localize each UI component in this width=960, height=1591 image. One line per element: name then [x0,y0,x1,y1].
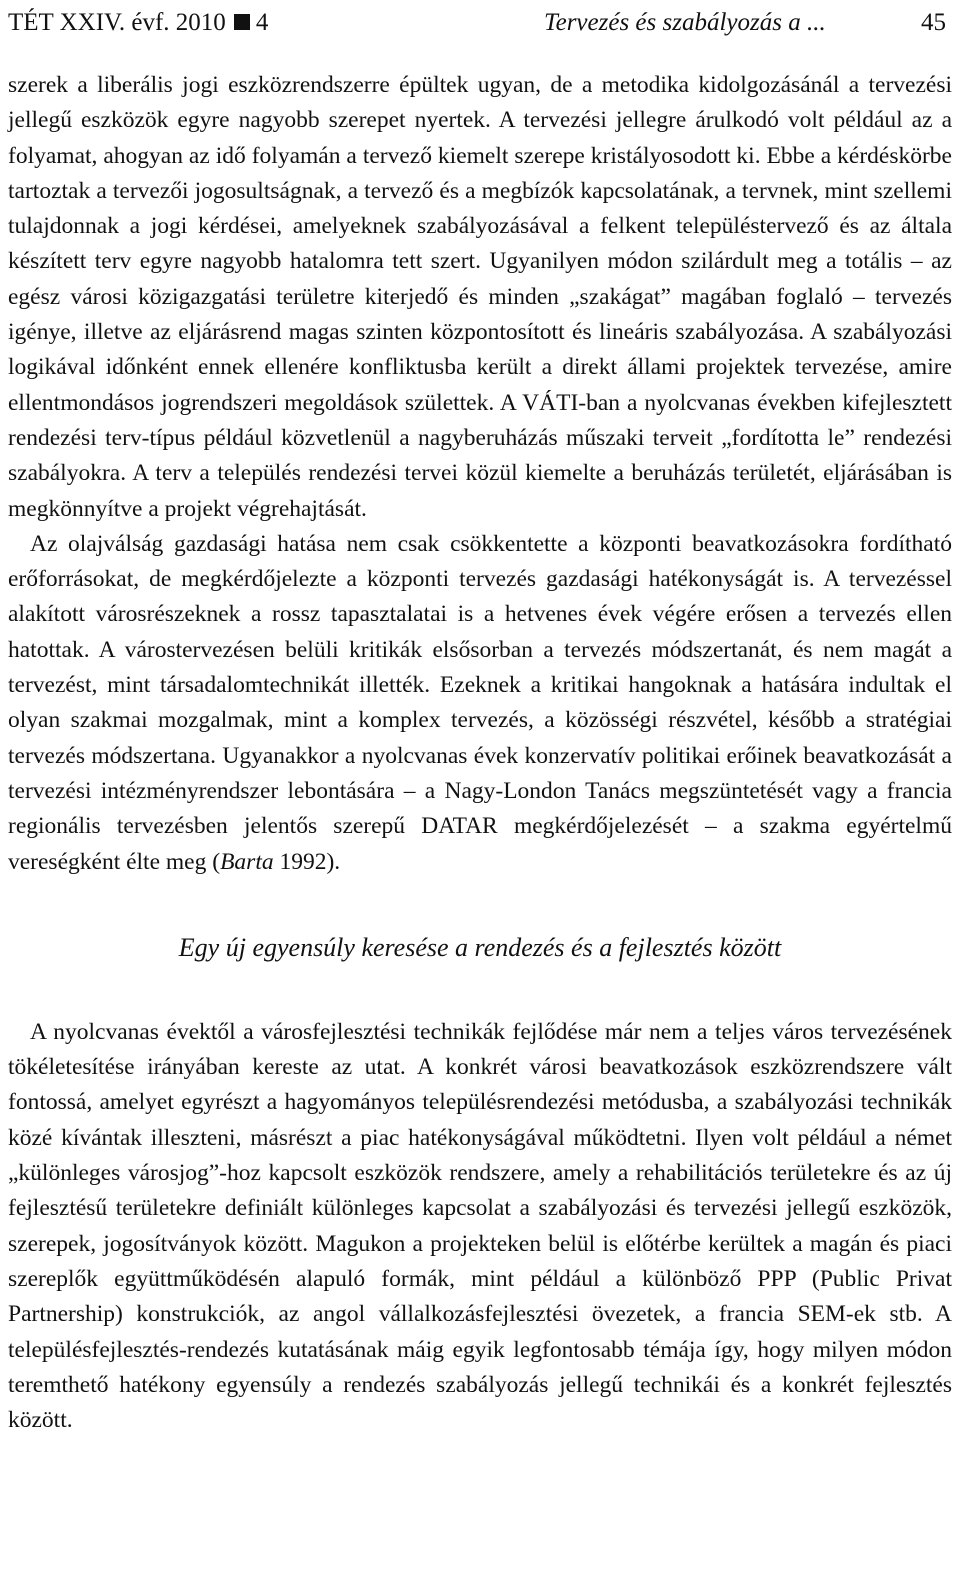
citation-author: Barta [220,848,274,875]
citation-year: 1992). [273,848,341,875]
journal-info [8,0,268,46]
section-body-text [8,1015,952,1439]
running-header [8,0,952,46]
document-page [8,0,952,1438]
paragraph-1: szerek a liberális jogi eszközrendszerre épültek ugyan, de a metodika kidolgozásánál a tervezési jellegű eszközök egyre nagyobb szerepet nyertek. A tervezési jellegre árulkodó volt például az a folyamat, ahogyan az idő folyamán a tervező kiemelt szerepe kristályosodott ki. Ebbe a kérdéskörbe tartoztak a tervezői jogosultságnak, a tervező és a megbízók kapcsolatának, a tervnek, mint szellemi tulajdonnak a jogi kérdései, amelyeknek szabályozásával a felkent településtervező és az általa készített terv egyre nagyobb hatalomra tett szert. Ugyanilyen módon szilárdult meg a totális – az egész városi közigazgatási területre kiterjedő és minden „szakágat” magában foglaló – tervezés igénye, illetve az eljárásrend magas szinten központosított és lineáris szabályozása. A szabályozási logikával időnként ennek ellenére konfliktusba került a direkt állami projektek tervezése, amire ellentmondásos jogrendszeri megoldások születtek. A VÁTI-ban a nyolcvanas években kifejlesztett rendezési terv-típus például közvetlenül a nagyberuházás műszaki terveit „fordította le” rendezési szabályokra. A terv a település rendezési tervei közül kiemelte a beruházás területét, eljárásában is megkönnyítve a projekt végrehajtását. [8,72,952,522]
journal-issue: 4 [255,9,269,36]
paragraph-2-text: Az olajválság gazdasági hatása nem csak csökkentette a központi beavatkozásokra fordítható erőforrásokat, de megkérdőjelezte a központi tervezés gazdasági hatékonyságát is. A tervezéssel alakított városrészeknek a rossz tapasztalatai is a hetvenes évek végére erősen a tervezés ellen hatottak. A várostervezésen belüli kritikák elsősorban a tervezés módszertanát, és nem magát a tervezést, mint társadalomtechnikát illették. Ezeknek a kritikai hangoknak a hatására indultak el olyan szakmai mozgalmak, mint a komplex tervezés, a közösségi részvétel, később a stratégiai tervezés módszertana. Ugyanakkor a nyolcvanas évek konzervatív politikai erőinek beavatkozását a tervezési intézményrendszer lebontására – a Nagy-London Tanács megszüntetését vagy a francia regionális tervezésben jelentős szerepű DATAR megkérdőjelezését – a szakma egyértelmű vereségként élte meg ( [8,530,952,875]
journal-volume: TÉT XXIV. évf. 2010 [8,9,226,36]
body-text [8,68,952,880]
section-title: Egy új egyensúly keresése a rendezés és a fejlesztés között [178,932,782,962]
paragraph-2 [8,527,952,880]
section-paragraph-1: A nyolcvanas évektől a városfejlesztési technikák fejlődése már nem a teljes város tervezésének tökéletesítése irányában kereste az utat. A konkrét városi beavatkozások eszközrendszere vált fontossá, amelyet egyrészt a hagyományos településrendezési metódusba, a szabályozási technikák közé kívántak illeszteni, másrészt a piac hatékonyságával működtetni. Ilyen volt például a német „különleges városjog”-hoz kapcsolt eszközök rendszere, amely a rehabilitációs területekre és az új fejlesztésű területekre definiált különleges kapcsolat a szabályozási és tervezési jellegű eszközök, szerepek, jogosítványok között. Magukon a projekteken belül is előtérbe kerültek a magán és piaci szereplők együttműködésén alapuló formák, mint például a különböző PPP (Public Privat Partnership) konstrukciók, az angol vállalkozásfejlesztési övezetek, a francia SEM-ek stb. A településfejlesztés-rendezés kutatásának máig egyik legfontosabb témája így, hogy milyen módon teremthető hatékony egyensúly a rendezés szabályozás jellegű technikái és a konkrét fejlesztés között. [8,1018,952,1434]
page-number: 45 [921,9,946,36]
square-bullet-icon [234,14,250,30]
running-title: Tervezés és szabályozás a ... [544,9,826,36]
